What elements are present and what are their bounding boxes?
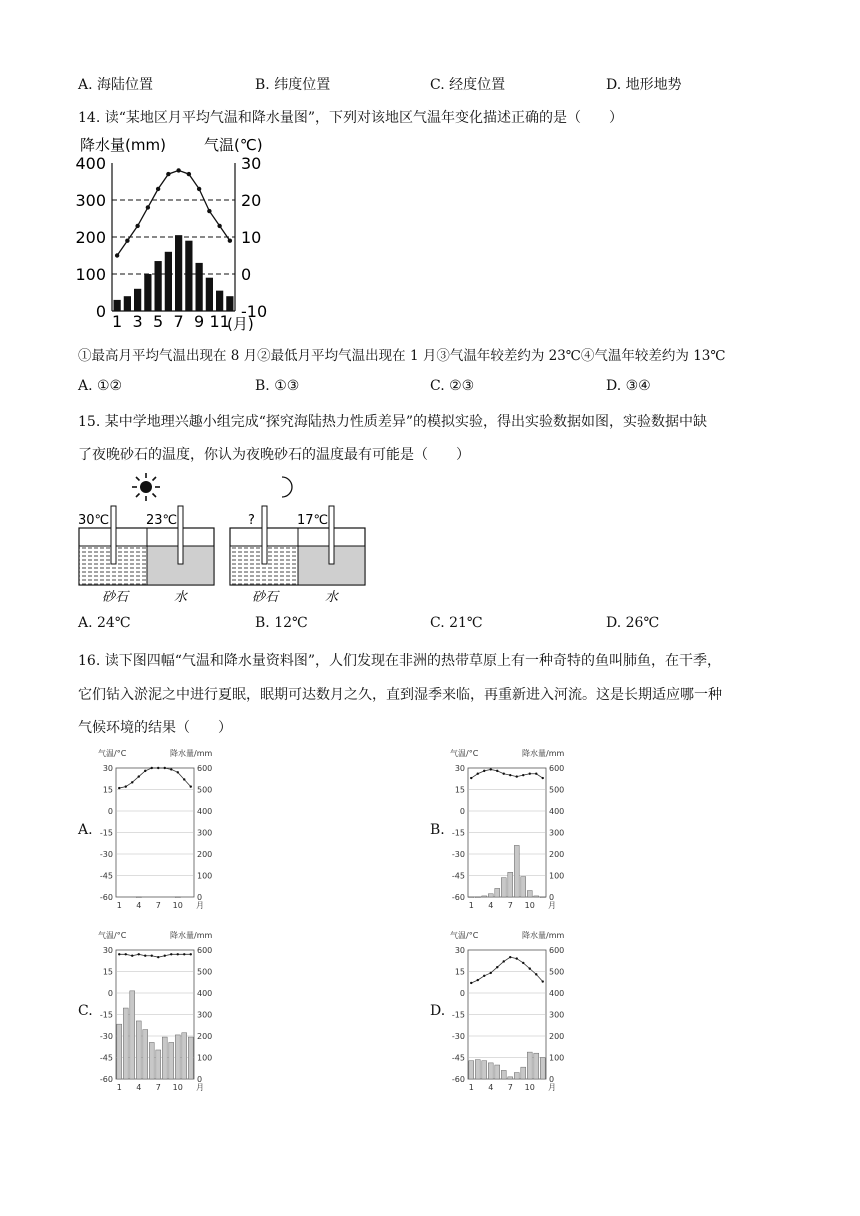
temp-tick: -45	[451, 1053, 465, 1063]
temp-point	[535, 973, 537, 975]
q14-plot-area	[75, 154, 267, 333]
q14-left-tick: 0	[95, 302, 106, 321]
q15-stem-line2: 了夜晚砂石的温度，你认为夜晚砂石的温度最有可能是（ ）	[78, 447, 470, 463]
temp-point	[490, 768, 492, 770]
precip-tick: 500	[197, 785, 213, 795]
temp-point	[535, 773, 537, 775]
temp-tick: -15	[451, 1010, 465, 1020]
precip-bar	[475, 897, 480, 898]
temp-axis-label: 气温/°C	[98, 749, 127, 758]
temp-point	[183, 953, 185, 955]
q14-precip-bar	[165, 252, 172, 311]
temp-point	[483, 770, 485, 772]
q14-precip-bar	[124, 296, 131, 311]
q15-option-c[interactable]: C. 21℃	[430, 615, 483, 631]
precip-tick: 0	[549, 893, 555, 902]
q14-left-tick: 300	[75, 191, 106, 210]
month-tick: 7	[155, 1083, 161, 1092]
q14-precip-bar	[185, 241, 192, 311]
precip-bar	[156, 1050, 161, 1079]
night-experiment	[230, 506, 365, 605]
temp-tick: -45	[99, 871, 113, 881]
q16-stem-line2: 它们钻入淤泥之中进行夏眠，眠期可达数月之久，直到湿季来临，再重新进入河流。这是长期适应哪一种	[78, 687, 722, 703]
q14-right-tick: 10	[241, 228, 262, 247]
precip-tick: 300	[549, 828, 565, 838]
precip-tick: 500	[549, 785, 565, 795]
temp-point	[483, 975, 485, 977]
q15-option-d[interactable]: D. 26℃	[606, 615, 660, 631]
temp-point	[157, 956, 159, 958]
night-sand-label: 砂石	[252, 590, 279, 605]
q14-temp-line	[117, 170, 230, 255]
temp-point	[125, 785, 127, 787]
q14-temp-point	[166, 172, 170, 176]
q14-x-tick: 1	[112, 312, 123, 331]
q13-option-c[interactable]: C. 经度位置	[430, 77, 506, 93]
temp-tick: -60	[451, 893, 465, 902]
temp-point	[509, 956, 511, 958]
precip-tick: 400	[549, 807, 565, 816]
q16-climate-chart-c	[96, 928, 216, 1098]
temp-axis-label: 气温/°C	[450, 749, 479, 758]
precip-tick: 100	[549, 871, 565, 881]
precip-tick: 400	[549, 989, 565, 998]
precip-tick: 0	[549, 1075, 555, 1084]
precip-bar	[534, 896, 539, 897]
temp-tick: -45	[99, 1053, 113, 1063]
temp-point	[542, 980, 544, 982]
temp-point	[164, 955, 166, 957]
day-sand-label: 砂石	[102, 590, 129, 605]
precip-bar	[514, 845, 519, 897]
precip-tick: 200	[549, 1032, 565, 1041]
q14-right-axis-label: 气温(℃)	[204, 136, 263, 154]
temp-point	[496, 770, 498, 772]
q16-option-d-label[interactable]: D.	[430, 1003, 446, 1019]
q14-option-c[interactable]: C. ②③	[430, 378, 475, 394]
q16-option-c-label[interactable]: C.	[78, 1003, 93, 1019]
temp-point	[490, 972, 492, 974]
q14-precip-bar	[144, 274, 151, 311]
q14-x-tick: 9	[194, 312, 205, 331]
precip-tick: 200	[197, 850, 213, 859]
q14-right-tick: 30	[241, 154, 262, 173]
precip-tick: 500	[197, 967, 213, 977]
precip-axis-label: 降水量/mm	[170, 749, 213, 758]
temp-point	[477, 979, 479, 981]
q14-precip-bar	[155, 261, 162, 311]
month-tick: 7	[507, 901, 513, 910]
month-tick: 1	[116, 901, 122, 910]
precip-bar	[501, 1070, 506, 1079]
precip-bar	[534, 1053, 539, 1079]
precip-tick: 100	[549, 1053, 565, 1063]
precip-bar	[521, 1067, 526, 1079]
temp-point	[477, 773, 479, 775]
precip-bar	[188, 1037, 193, 1079]
temp-point	[170, 768, 172, 770]
precip-tick: 400	[197, 989, 213, 998]
month-tick: 4	[488, 901, 494, 910]
temp-line	[119, 954, 191, 957]
precip-tick: 600	[549, 946, 565, 955]
q14-temp-point	[207, 209, 211, 213]
q14-option-d[interactable]: D. ③④	[606, 378, 651, 394]
q14-left-tick: 200	[75, 228, 106, 247]
night-water-temp: 17℃	[297, 513, 329, 528]
q15-option-b[interactable]: B. 12℃	[255, 615, 308, 631]
precip-bar	[514, 1073, 519, 1079]
temp-tick: 0	[459, 989, 465, 998]
temp-point	[151, 767, 153, 769]
month-tick: 10	[172, 901, 183, 910]
temp-axis-label: 气温/°C	[450, 931, 479, 940]
temp-tick: 30	[102, 764, 113, 773]
month-tick: 10	[524, 901, 535, 910]
precip-bar	[495, 1065, 500, 1079]
temp-point	[177, 953, 179, 955]
day-sand-temp: 30℃	[78, 513, 110, 528]
q14-precip-bar	[216, 291, 223, 311]
temp-point	[529, 773, 531, 775]
precip-tick: 0	[197, 1075, 203, 1084]
temp-tick: -15	[99, 1010, 113, 1020]
temp-point	[542, 777, 544, 779]
temp-tick: 30	[102, 946, 113, 955]
temp-point	[470, 777, 472, 779]
temp-point	[177, 771, 179, 773]
temp-point	[183, 778, 185, 780]
temp-tick: 15	[102, 785, 113, 795]
q14-precip-bar	[134, 289, 141, 311]
month-tick: 10	[524, 1083, 535, 1092]
day-experiment	[78, 506, 214, 605]
temp-tick: -15	[99, 828, 113, 838]
precip-bar	[117, 1024, 122, 1079]
precip-bar	[130, 991, 135, 1079]
temp-point	[144, 770, 146, 772]
q16-climate-chart-b	[448, 746, 568, 916]
precip-bar	[495, 888, 500, 897]
q14-precip-bar	[114, 300, 121, 311]
precip-bar	[136, 897, 141, 898]
month-tick: 10	[172, 1083, 183, 1092]
q14-statements: ①最高月平均气温出现在 8 月②最低月平均气温出现在 1 月③气温年较差约为 23℃④气温年较差约为 13℃	[78, 348, 726, 364]
precip-bar	[527, 1052, 532, 1079]
temp-line	[471, 957, 543, 983]
temp-point	[164, 767, 166, 769]
temp-tick: -60	[451, 1075, 465, 1084]
precip-bar	[488, 894, 493, 897]
temp-tick: 30	[454, 764, 465, 773]
precip-tick: 300	[197, 1010, 213, 1020]
temp-point	[522, 962, 524, 964]
precip-tick: 300	[549, 1010, 565, 1020]
precip-bar	[149, 1042, 154, 1079]
precip-bar	[175, 1035, 180, 1079]
q16-option-b-label[interactable]: B.	[430, 822, 445, 838]
temp-point	[131, 781, 133, 783]
temp-line	[471, 769, 543, 778]
temp-point	[138, 775, 140, 777]
temp-point	[170, 953, 172, 955]
q14-temp-point	[187, 172, 191, 176]
temp-tick: -30	[99, 850, 113, 859]
q14-option-b[interactable]: B. ①③	[255, 378, 300, 394]
month-tick: 4	[136, 1083, 142, 1092]
month-unit: 月	[548, 901, 556, 910]
q14-climate-chart	[72, 130, 282, 335]
q14-x-tick: 11	[209, 312, 230, 331]
temp-point	[503, 960, 505, 962]
precip-tick: 600	[197, 946, 213, 955]
precip-bar	[475, 1060, 480, 1079]
precip-bar	[182, 1033, 187, 1079]
q16-option-a-label[interactable]: A.	[78, 822, 93, 838]
precip-bar	[469, 1061, 474, 1079]
temp-tick: 15	[454, 785, 465, 795]
temp-tick: -60	[99, 1075, 113, 1084]
month-tick: 1	[468, 901, 474, 910]
q15-option-a[interactable]: A. 24℃	[78, 615, 131, 631]
q14-temp-point	[156, 187, 160, 191]
temp-point	[496, 966, 498, 968]
precip-tick: 400	[197, 807, 213, 816]
precip-bar	[469, 897, 474, 898]
month-unit: 月	[196, 901, 204, 910]
precip-bar	[540, 897, 545, 898]
q14-left-tick: 100	[75, 265, 106, 284]
temp-tick: -45	[451, 871, 465, 881]
q14-temp-point	[115, 253, 119, 257]
q15-experiment-figure	[70, 470, 380, 605]
q14-temp-point	[228, 239, 232, 243]
temp-tick: -60	[99, 893, 113, 902]
precip-bar	[540, 1058, 545, 1080]
precip-axis-label: 降水量/mm	[522, 749, 565, 758]
precip-axis-label: 降水量/mm	[522, 931, 565, 940]
night-water-label: 水	[325, 590, 339, 605]
q14-right-tick: -10	[241, 302, 268, 321]
q14-left-tick: 400	[75, 154, 106, 173]
q14-precip-bar	[206, 278, 213, 311]
q14-temp-point	[217, 224, 221, 228]
temp-tick: -30	[99, 1032, 113, 1041]
q14-stem: 14. 读“某地区月平均气温和降水量图”，下列对该地区气温年变化描述正确的是（ ）	[78, 110, 624, 126]
precip-tick: 500	[549, 967, 565, 977]
sun-icon	[132, 473, 160, 501]
precip-bar	[527, 891, 532, 897]
temp-point	[125, 953, 127, 955]
precip-bar	[169, 1042, 174, 1079]
temp-point	[144, 955, 146, 957]
precip-bar	[143, 1030, 148, 1079]
precip-bar	[482, 1061, 487, 1079]
precip-tick: 200	[197, 1032, 213, 1041]
temp-tick: 0	[459, 807, 465, 816]
q14-x-unit: (月)	[227, 315, 254, 333]
month-unit: 月	[196, 1083, 204, 1092]
temp-point	[157, 767, 159, 769]
temp-tick: 15	[454, 967, 465, 977]
q14-temp-point	[146, 205, 150, 209]
temp-tick: -15	[451, 828, 465, 838]
precip-bar	[521, 877, 526, 897]
precip-tick: 0	[197, 893, 203, 902]
q16-climate-chart-a	[96, 746, 216, 916]
temp-point	[138, 953, 140, 955]
month-tick: 1	[468, 1083, 474, 1092]
q16-stem-line1: 16. 读下图四幅“气温和降水量资料图”，人们发现在非洲的热带草原上有一种奇特的鱼叫肺鱼，在干季，	[78, 653, 722, 669]
q14-temp-point	[125, 239, 129, 243]
temp-point	[522, 774, 524, 776]
temp-point	[516, 957, 518, 959]
month-tick: 7	[507, 1083, 513, 1092]
moon-icon	[282, 477, 292, 497]
q13-option-d[interactable]: D. 地形地势	[606, 77, 682, 93]
q14-option-a[interactable]: A. ①②	[78, 378, 123, 394]
day-water-temp: 23℃	[146, 513, 178, 528]
temp-tick: 15	[102, 967, 113, 977]
q14-x-tick: 3	[132, 312, 143, 331]
precip-axis-label: 降水量/mm	[170, 931, 213, 940]
precip-tick: 200	[549, 850, 565, 859]
temp-point	[151, 955, 153, 957]
temp-point	[503, 773, 505, 775]
precip-tick: 600	[549, 764, 565, 773]
day-water-label: 水	[174, 590, 188, 605]
temp-tick: 30	[454, 946, 465, 955]
temp-point	[529, 967, 531, 969]
month-unit: 月	[548, 1083, 556, 1092]
q14-temp-point	[197, 187, 201, 191]
temp-point	[118, 787, 120, 789]
month-tick: 1	[116, 1083, 122, 1092]
precip-bar	[501, 878, 506, 897]
temp-tick: -30	[451, 850, 465, 859]
month-tick: 7	[155, 901, 161, 910]
precip-tick: 100	[197, 871, 213, 881]
q16-climate-chart-d	[448, 928, 568, 1098]
q14-temp-point	[135, 224, 139, 228]
q14-temp-point	[176, 168, 180, 172]
q14-precip-bar	[175, 235, 182, 311]
q14-right-tick: 0	[241, 265, 252, 284]
q15-stem-line1: 15. 某中学地理兴趣小组完成“探究海陆热力性质差异”的模拟实验，得出实验数据如图，实验数据中缺	[78, 414, 708, 430]
q14-left-axis-label: 降水量(mm)	[80, 136, 166, 154]
precip-bar	[162, 1037, 167, 1079]
precip-bar	[175, 897, 180, 898]
precip-bar	[508, 872, 513, 897]
temp-point	[470, 982, 472, 984]
temp-axis-label: 气温/°C	[98, 931, 127, 940]
month-tick: 4	[488, 1083, 494, 1092]
precip-bar	[482, 896, 487, 897]
q14-x-tick: 7	[173, 312, 184, 331]
q14-precip-bar	[226, 296, 233, 311]
temp-point	[131, 955, 133, 957]
q13-option-a[interactable]: A. 海陆位置	[78, 77, 154, 93]
month-tick: 4	[136, 901, 142, 910]
precip-tick: 300	[197, 828, 213, 838]
precip-bar	[508, 1077, 513, 1079]
temp-point	[509, 774, 511, 776]
precip-tick: 100	[197, 1053, 213, 1063]
night-sand-temp: ?	[248, 513, 255, 528]
temp-point	[516, 775, 518, 777]
q14-right-tick: 20	[241, 191, 262, 210]
precip-bar	[488, 1063, 493, 1079]
temp-point	[190, 785, 192, 787]
temp-point	[190, 953, 192, 955]
precip-tick: 600	[197, 764, 213, 773]
temp-line	[119, 768, 191, 788]
temp-tick: 0	[107, 807, 113, 816]
q13-option-b[interactable]: B. 纬度位置	[255, 77, 331, 93]
precip-bar	[136, 1021, 141, 1079]
q14-precip-bar	[196, 263, 203, 311]
temp-tick: -30	[451, 1032, 465, 1041]
q14-x-tick: 5	[153, 312, 164, 331]
temp-tick: 0	[107, 989, 113, 998]
temp-point	[118, 953, 120, 955]
precip-bar	[123, 1008, 128, 1079]
q16-stem-line3: 气候环境的结果（ ）	[78, 720, 232, 736]
